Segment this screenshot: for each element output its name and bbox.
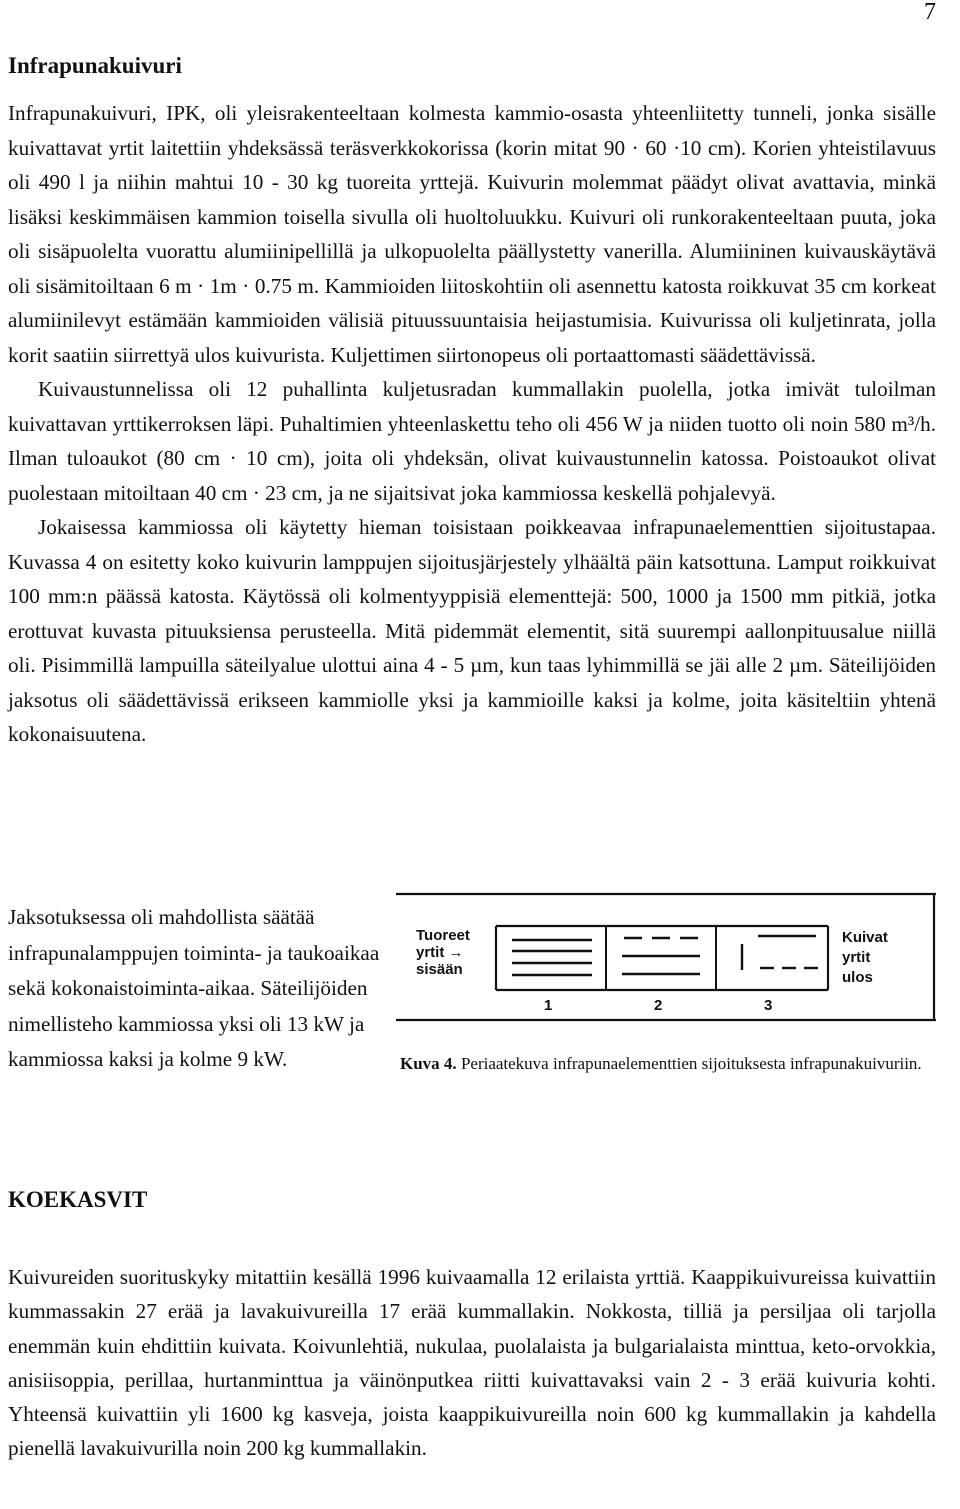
paragraph-1: Infrapunakuivuri, IPK, oli yleisrakenteeltaan kolmesta kammio-osasta yhteenliitetty tunneli, jonka sisälle kuivattavat yrtit laitettiin yhdeksässä teräsverkkokorissa (korin mitat 90 · 60 ·10 cm). Korien yhteistilavuus oli 490 l ja niihin mahtui 10 - 30 kg tuoreita yrttejä. Kuivurin molemmat päädyt olivat avattavia, minkä lisäksi keskimmäisen kammion toisella sivulla oli huoltoluukku. Kuivuri oli runkorakenteeltaan puuta, joka oli sisäpuolelta vuorattu alumiinipellillä ja ulkopuolelta päällystetty vanerilla. Alumiininen kuivauskäytävä oli sisämitoiltaan 6 m · 1m · 0.75 m. Kammioiden liitoskohtiin oli asennettu katosta roikkuvat 35 cm korkeat alumiinilevyt estämään kammioiden välisiä pituussuuntaisia heijastumisia. Kuivurissa oli kuljetinrata, jolla korit saatiin siirrettyä ulos kuivurista. Kuljettimen siirtonopeus oli portaattomasti säädettävissä. xyxy=(8,101,936,367)
caption-text: Periaatekuva infrapunaelementtien sijoituksesta infrapunakuivuriin. xyxy=(460,1054,922,1073)
side-text xyxy=(8,900,384,1078)
chamber-number-2: 2 xyxy=(654,997,663,1014)
section-title-infrapunakuivuri: Infrapunakuivuri xyxy=(8,53,182,78)
caption-label: Kuva 4. xyxy=(400,1054,457,1073)
inlet-label-line3: sisään xyxy=(416,961,463,978)
outlet-label-line3: ulos xyxy=(842,969,873,986)
inlet-label-line1: Tuoreet xyxy=(416,927,470,944)
chamber-number-1: 1 xyxy=(544,997,553,1014)
outlet-label-line2: yrtit xyxy=(842,949,871,966)
outlet-label-line1: Kuivat xyxy=(842,929,888,946)
intro-text xyxy=(8,96,936,752)
figure-caption xyxy=(400,1052,936,1075)
paragraph-3: Jokaisessa kammiossa oli käytetty hieman toisistaan poikkeavaa infrapunaelementtien sijoitustapaa. Kuvassa 4 on esitetty koko kuivurin lamppujen sijoitusjärjestely ylhäältä päin katsottuna. Lamput roikkuivat 100 mm:n päässä katosta. Käytössä oli kolmentyyppisiä elementtejä: 500, 1000 ja 1500 mm pitkiä, jotka erottuvat kuvasta pituuksiensa perusteella. Mitä pidemmät elementit, sitä suurempi aallonpituusalue niillä oli. Pisimmillä lampuilla säteilyalue ulottui aina 4 - 5 µm, kun taas lyhimmillä se jäi alle 2 µm. Säteilijöiden jaksotus oli säädettävissä erikseen kammiolle yksi ja kammioille kaksi ja kolme, joita käsiteltiin yhtenä kokonaisuutena. xyxy=(8,515,936,746)
paragraph-2: Kuivaustunnelissa oli 12 puhallinta kuljetusradan kummallakin puolella, jotka imivät tuloilman kuivattavan yrttikerroksen läpi. Puhaltimien yhteenlaskettu teho oli 456 W ja niiden tuotto oli noin 580 m³/h. Ilman tuloaukot (80 cm · 10 cm), joita oli yhdeksän, olivat kuivaustunnelin katossa. Poistoaukot olivat puolestaan mitoiltaan 40 cm · 23 cm, ja ne sijaitsivat joka kammiossa keskellä pohjalevyä. xyxy=(8,377,936,505)
koekasvit-text xyxy=(8,1260,936,1466)
section-title-koekasvit: KOEKASVIT xyxy=(8,1187,148,1212)
chamber-number-3: 3 xyxy=(764,997,773,1014)
inlet-label-line2: yrtit → xyxy=(416,944,464,961)
page-number: 7 xyxy=(924,0,936,25)
side-paragraph: Jaksotuksessa oli mahdollista säätää infrapunalamppujen toiminta- ja taukoaikaa sekä kokonaistoiminta-aikaa. Säteilijöiden nimellisteho kammiossa yksi oli 13 kW ja kammiossa kaksi ja kolme 9 kW. xyxy=(8,905,380,1071)
figure-4 xyxy=(396,890,936,1110)
koekasvit-paragraph: Kuivureiden suorituskyky mitattiin kesällä 1996 kuivaamalla 12 erilaista yrttiä. Kaappikuivureissa kuivattiin kummassakin 27 erää ja lavakuivureilla 17 erää kummallakin. Nokkosta, tilliä ja persiljaa oli tarjolla enemmän kuin ehdittiin kuivata. Koivunlehtiä, nukulaa, puolalaista ja bulgarialaista minttua, keto-orvokkia, anisiisoppia, perillaa, hurtanminttua ja väinönputkea riitti kuivattavaksi vain 2 - 3 erää kuivuria kohti. Yhteensä kuivattiin yli 1600 kg kasveja, joista kaappikuivureilla noin 600 kg kummallakin ja kahdella pienellä lavakuivurilla noin 200 kg kummallakin. xyxy=(8,1265,936,1461)
